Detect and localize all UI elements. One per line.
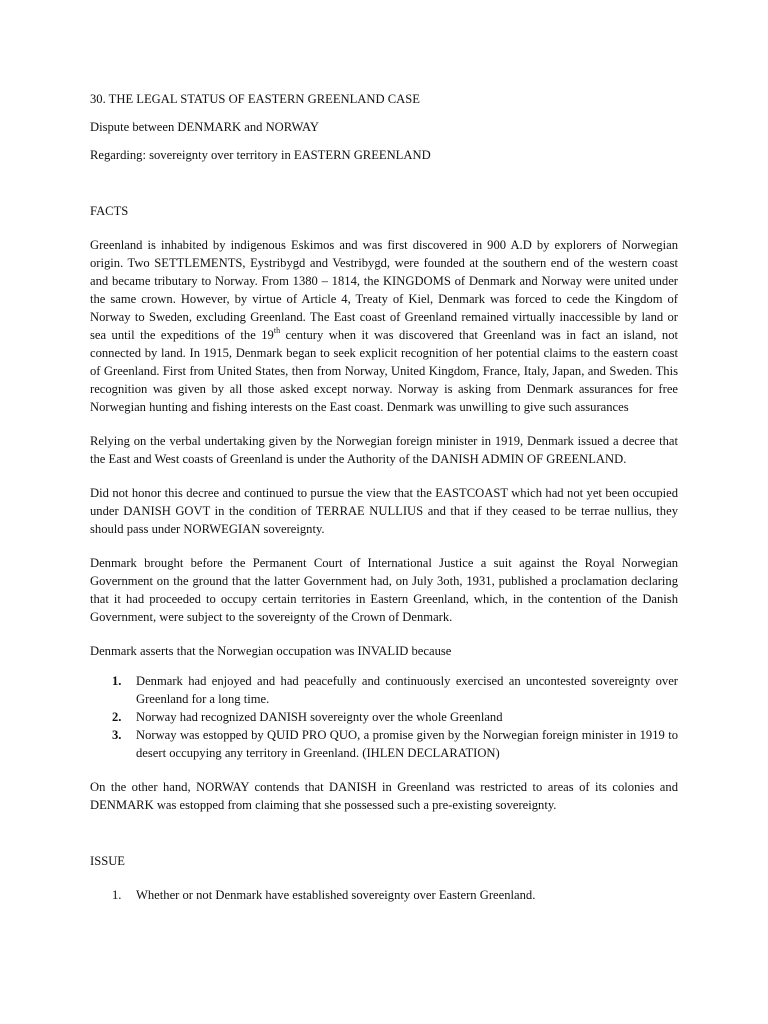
issue-heading: ISSUE: [90, 854, 125, 868]
facts-paragraph-1-part-b: century when it was discovered that Greenland was in fact an island, not connected by land. In 1915, Denmark began to seek explicit recognition of her potential claims to the eastern coast of Greenland. First from United States, then from Norway, United Kingdom, France, Italy, Japan, and Sweden. This recognition was given by all those asked except norway. Norway is asking from Denmark assurances for free Norwegian hunting and fishing interests on the East coast. Denmark was unwilling to give such assurances: [90, 328, 678, 414]
list-item-number: 1.: [112, 674, 122, 688]
facts-paragraph-6: On the other hand, NORWAY contends that DANISH in Greenland was restricted to areas of its colonies and DENMARK was estopped from claiming that she possessed such a pre-existing sovereignty.: [90, 780, 678, 812]
ordinal-superscript: th: [273, 326, 281, 335]
facts-paragraph-4: Denmark brought before the Permanent Court of International Justice a suit against the Royal Norwegian Government on the ground that the latter Government had, on July 3oth, 1931, published a proclamation declaring that it had proceeded to occupy certain territories in Eastern Greenland, which, in the contention of the Danish Government, were subject to the sovereignty of the Crown of Denmark.: [90, 556, 678, 624]
list-item-number: 2.: [112, 710, 122, 724]
issues-list: [90, 886, 678, 904]
list-item: [90, 726, 678, 762]
facts-paragraph-5: Denmark asserts that the Norwegian occupation was INVALID because: [90, 644, 452, 658]
list-item: [90, 708, 678, 726]
list-item-text: Denmark had enjoyed and had peacefully and continuously exercised an uncontested sovereignty over Greenland for a long time.: [136, 674, 678, 706]
facts-paragraph-3: Did not honor this decree and continued to pursue the view that the EASTCOAST which had not yet been occupied under DANISH GOVT in the condition of TERRAE NULLIUS and that if they ceased to be terrae nullius, they should pass under NORWEGIAN sovereignty.: [90, 486, 678, 536]
facts-paragraph-2: Relying on the verbal undertaking given by the Norwegian foreign minister in 1919, Denmark issued a decree that the East and West coasts of Greenland is under the Authority of the DANISH ADMIN OF GREENLAND.: [90, 434, 678, 466]
list-item-number: 1.: [112, 888, 122, 902]
list-item-text: Norway was estopped by QUID PRO QUO, a promise given by the Norwegian foreign minister in 1919 to desert occupying any territory in Greenland. (IHLEN DECLARATION): [136, 728, 678, 760]
assertions-list: [90, 672, 678, 762]
list-item-number: 3.: [112, 728, 122, 742]
case-title: 30. THE LEGAL STATUS OF EASTERN GREENLAND CASE: [90, 92, 420, 106]
facts-paragraph-1-part-a: Greenland is inhabited by indigenous Eskimos and was first discovered in 900 A.D by explorers of Norwegian origin. Two SETTLEMENTS, Eystribygd and Vestribygd, were founded at the southern end of the western coast and became tributary to Norway. From 1380 – 1814, the KINGDOMS of Denmark and Norway were united under the same crown. However, by virtue of Article 4, Treaty of Kiel, Denmark was forced to cede the Kingdom of Norway to Sweden, excluding Greenland. The East coast of Greenland remained virtually inaccessible by land or sea until the expeditions of the 19: [90, 238, 678, 342]
list-item: [90, 672, 678, 708]
facts-paragraph-1: [90, 236, 678, 416]
facts-heading: FACTS: [90, 204, 129, 218]
list-item-text: Norway had recognized DANISH sovereignty over the whole Greenland: [136, 710, 503, 724]
document-body: [90, 90, 678, 904]
list-item-text: Whether or not Denmark have established sovereignty over Eastern Greenland.: [136, 888, 536, 902]
list-item: [90, 886, 678, 904]
dispute-line: Dispute between DENMARK and NORWAY: [90, 120, 319, 134]
regarding-line: Regarding: sovereignty over territory in EASTERN GREENLAND: [90, 148, 431, 162]
